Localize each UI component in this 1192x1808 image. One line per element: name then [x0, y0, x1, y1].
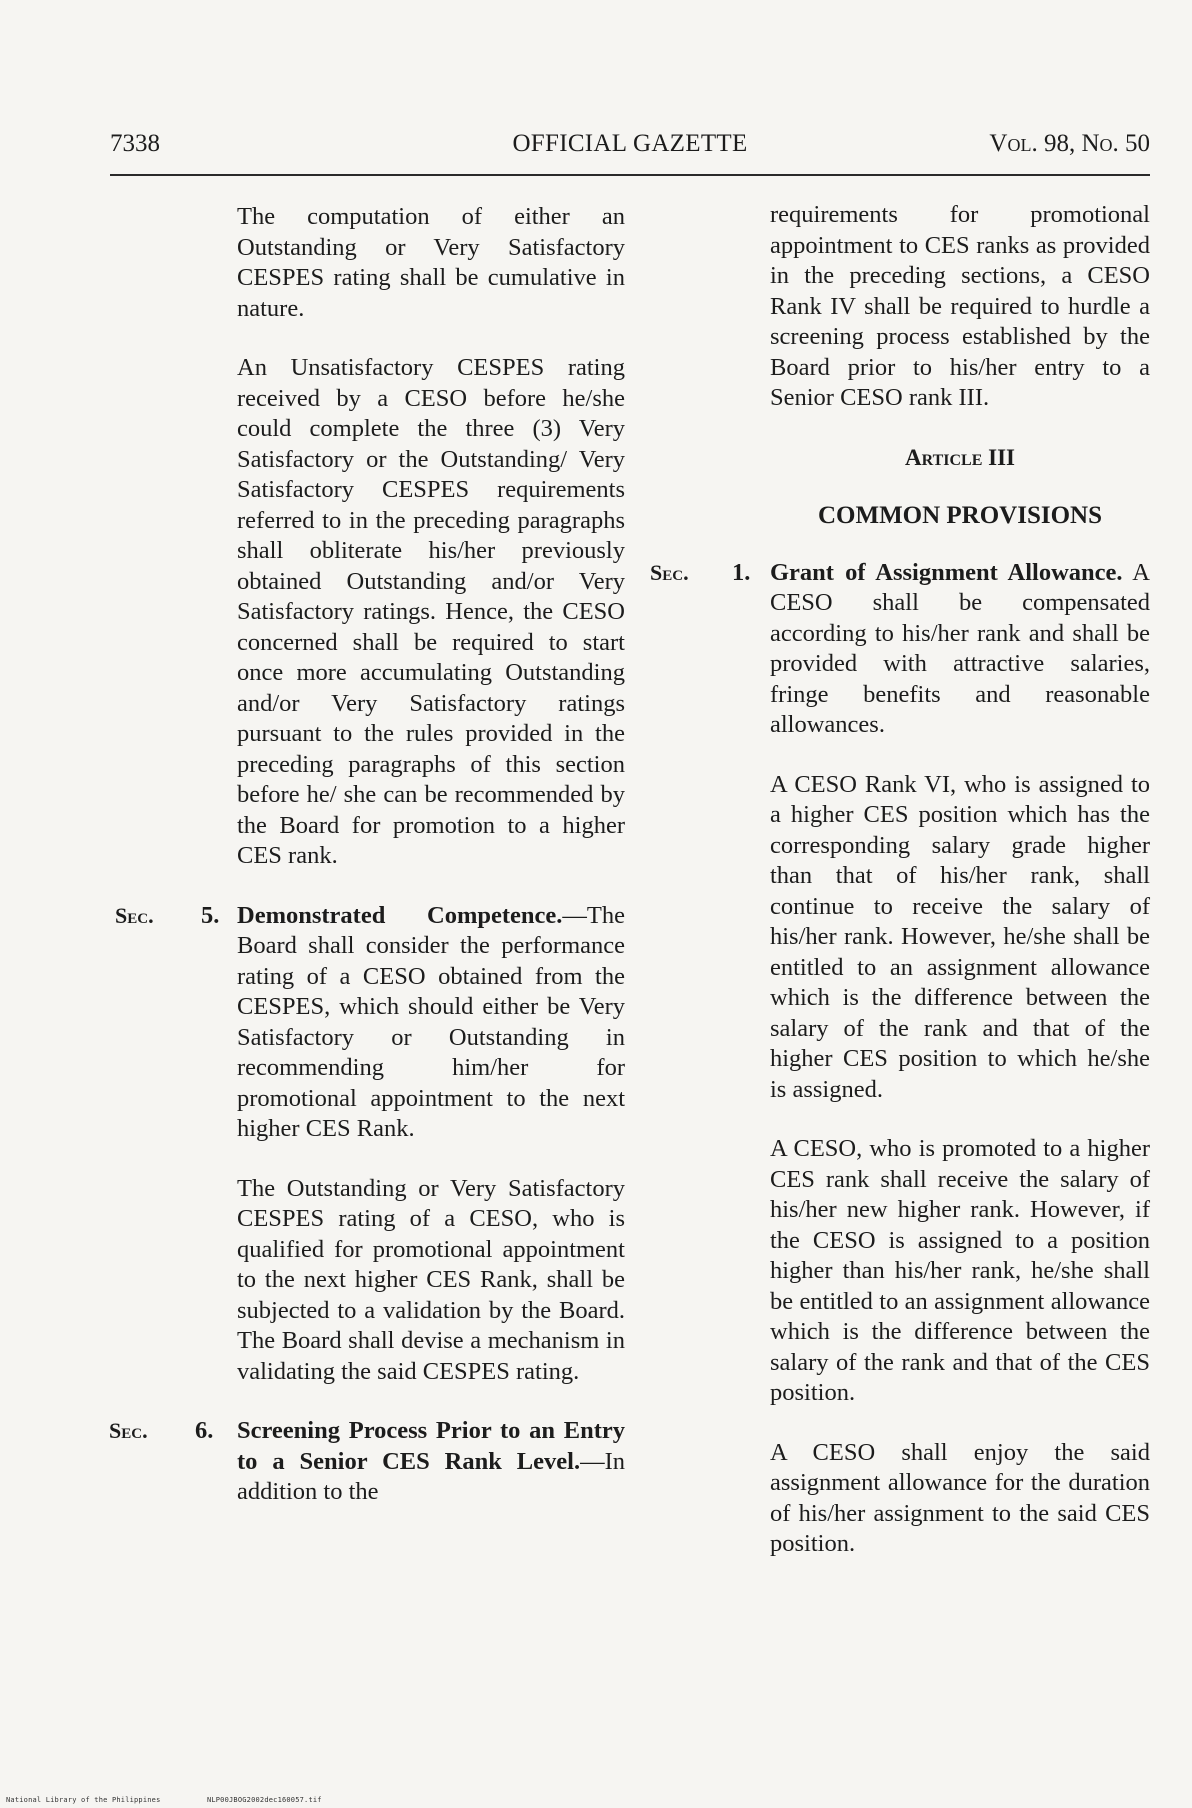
section-label: Sec.: [115, 902, 154, 928]
section-title: Grant of Assignment Allowance.: [770, 558, 1123, 586]
section-5: [115, 901, 625, 1388]
paragraph: A CESO, who is promoted to a higher CES rank shall receive the salary of his/her new higher rank. However, if the CESO is assigned to a position higher than his/her rank, he/she shall be entitled to an assignment allowance which is the difference between the salary of the rank and that of the CES position.: [770, 1135, 1150, 1406]
section-body: —The Board shall consider the performance rating of a CESO obtained from the CESPES, which should either be Very Satisfactory or Outstanding in recommending him/her for promotional appointment to the next higher CES Rank.: [237, 901, 625, 1142]
page-number: 7338: [110, 130, 160, 157]
section-6: [109, 1416, 625, 1508]
scan-file-id: NLP00JBOG2002dec160057.tif: [206, 1796, 322, 1804]
section-6-text: [237, 1416, 625, 1508]
section-5-text: [237, 901, 625, 1145]
article-title: COMMON PROVISIONS: [817, 502, 1103, 529]
section-body: —In addition to the: [237, 1447, 625, 1505]
publication-title: OFFICIAL GAZETTE: [512, 130, 748, 157]
section-label: Sec.: [650, 559, 689, 585]
section-1-text: [770, 558, 1150, 741]
article-heading: Article III: [904, 444, 1015, 470]
paragraph: A CESO Rank VI, who is assigned to a higher CES position which has the corresponding salary grade higher than that of his/her rank, shall continue to receive the salary of his/her rank. However, he/she shall be entitled to an assignment allowance which is the difference between the salary of the rank and that of the higher CES position to which he/she is assigned.: [770, 770, 1150, 1103]
paragraph: A CESO shall enjoy the said assignment allowance for the duration of his/her assignment to the said CES position.: [770, 1438, 1150, 1557]
section-label: Sec.: [109, 1418, 148, 1443]
section-number: 5.: [201, 901, 220, 929]
paragraph: An Unsatisfactory CESPES rating received by a CESO before he/she could complete the three (3) Very Satisfactory or the Outstanding/ Very Satisfactory CESPES requirements referred to in the preceding paragraphs shall obliterate his/her previously obtained Outstanding and/or Very Satisfactory ratings. Hence, the CESO concerned shall be required to start once more accumulating Outstanding and/or Very Satisfactory ratings pursuant to the rules provided in the preceding paragraphs of this section before he/ she can be recommended by the Board for promotion to a higher CES rank.: [237, 354, 625, 869]
volume-issue: Vol. 98, No. 50: [989, 130, 1150, 157]
section-title: Screening Process Prior to an Entry to a Senior CES Rank Level.: [237, 1417, 625, 1475]
section-1: [650, 558, 1150, 1560]
paragraph: requirements for promotional appointment to CES ranks as provided in the preceding sections, a CESO Rank IV shall be required to hurdle a screening process established by the Board prior to his/her entry to a Senior CESO rank III.: [770, 201, 1150, 411]
paragraph: The computation of either an Outstanding or Very Satisfactory CESPES rating shall be cumulative in nature.: [237, 203, 625, 322]
section-number: 6.: [195, 1417, 214, 1444]
scan-footer: [6, 1796, 364, 1804]
section-body: A CESO shall be compensated according to his/her rank and shall be provided with attractive salaries, fringe benefits and reasonable allowances.: [770, 558, 1150, 738]
header-rule: [110, 174, 1150, 176]
section-number: 1.: [732, 558, 751, 586]
paragraph: The Outstanding or Very Satisfactory CESPES rating of a CESO, who is qualified for promotional appointment to the next higher CES Rank, shall be subjected to a validation by the Board. The Board shall devise a mechanism in validating the said CESPES rating.: [237, 1174, 625, 1385]
left-column: [109, 202, 625, 1537]
page-header: [110, 130, 1150, 164]
section-title: Demonstrated Competence.: [237, 901, 563, 929]
right-column: [650, 200, 1150, 1589]
library-credit: National Library of the Philippines: [6, 1796, 161, 1804]
